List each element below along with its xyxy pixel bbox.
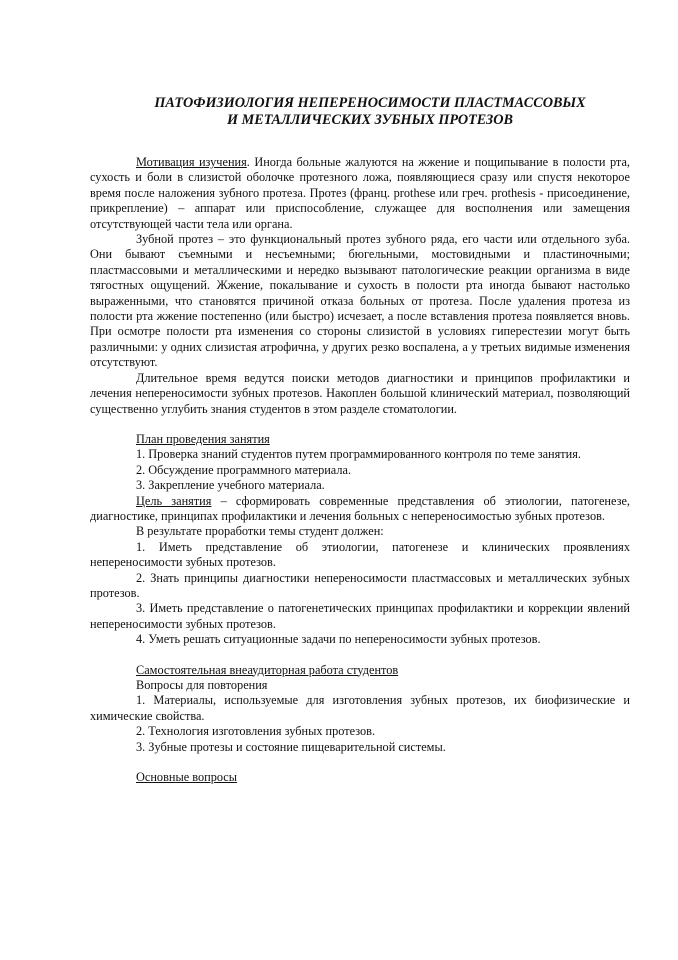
outcomes-intro: В результате проработки темы студент должен: [136,524,384,539]
title-line-1: ПАТОФИЗИОЛОГИЯ НЕПЕРЕНОСИМОСТИ ПЛАСТМАССОВЫХ [154,95,586,111]
selfwork-item-2: 2. Технология изготовления зубных протезов. [136,724,376,739]
motivation-label: Мотивация изучения [136,155,247,169]
goal-label: Цель занятия [136,493,212,508]
selfwork-header: Самостоятельная внеаудиторная работа студентов [136,662,399,677]
motivation-paragraph [90,155,630,232]
plan-header: План проведения занятия [136,431,270,446]
document-body [90,155,630,785]
main-questions-header: Основные вопросы [136,770,238,785]
selfwork-item-1: 1. Материалы, используемые для изготовления зубных протезов, их биофизические и химические свойства. [90,693,630,723]
document-title [90,95,650,129]
motivation-text: . Иногда больные жалуются на жжение и пощипывание в полости рта, сухость и боли в слизистой оболочке протезного ложа, появляющиеся сразу или спустя некоторое время после наложения зубного протеза. Протез (франц. prothese или греч. prothesis - присоединение, прикрепление) – аппарат или приспособление, служащее для восполнения или замещения отсутствующей части тела или органа. [90,155,630,231]
plan-item-3: 3. Закрепление учебного материала. [136,478,325,493]
title-line-2: И МЕТАЛЛИЧЕСКИХ ЗУБНЫХ ПРОТЕЗОВ [227,112,513,128]
plan-item-2: 2. Обсуждение программного материала. [136,462,352,477]
research-paragraph: Длительное время ведутся поиски методов диагностики и принципов профилактики и лечения непереносимости зубных протезов. Накоплен большой клинический материал, позволяющий существенно углубить знания студентов в этом разделе стоматологии. [90,370,630,416]
goal-text: – сформировать современные представления об этиологии, патогенезе, диагностике, принципах профилактики и лечения больных с непереносимостью зубных протезов. [90,493,630,523]
selfwork-subheader: Вопросы для повторения [136,678,268,692]
outcome-item-4: 4. Уметь решать ситуационные задачи по непереносимости зубных протезов. [136,632,541,647]
prosthesis-paragraph: Зубной протез – это функциональный протез зубного ряда, его части или отдельного зуба. Они бывают съемными и несъемными; бюгельными, мостовидными и пластиночными; пластмассовыми и металлическими и нередко вызывают патологические реакции организма в виде тягостных ощущений. Жжение, покалывание и сухость в полости рта иногда бывают настолько выраженными, что становятся причиной отказа больных от протеза. После удаления протеза из полости рта жжение постепенно (или быстро) исчезает, а после вставления протеза появляется вновь. При осмотре полости рта изменения со стороны слизистой в условиях гиперестезии могут быть различными: у одних слизистая атрофична, у других резко воспалена, а у третьих видимые изменения отсутствуют. [90,232,630,370]
outcome-item-3: 3. Иметь представление о патогенетических принципах профилактики и коррекции явлений непереносимости зубных протезов. [90,601,630,631]
outcome-item-1: 1. Иметь представление об этиологии, патогенезе и клинических проявлениях непереносимости зубных протезов. [90,539,630,570]
goal-paragraph [90,494,630,525]
outcome-item-2: 2. Знать принципы диагностики непереносимости пластмассовых и металлических зубных протезов. [90,570,630,600]
selfwork-item-3: 3. Зубные протезы и состояние пищеварительной системы. [136,739,446,754]
plan-item-1: 1. Проверка знаний студентов путем программированного контроля по теме занятия. [136,447,581,462]
